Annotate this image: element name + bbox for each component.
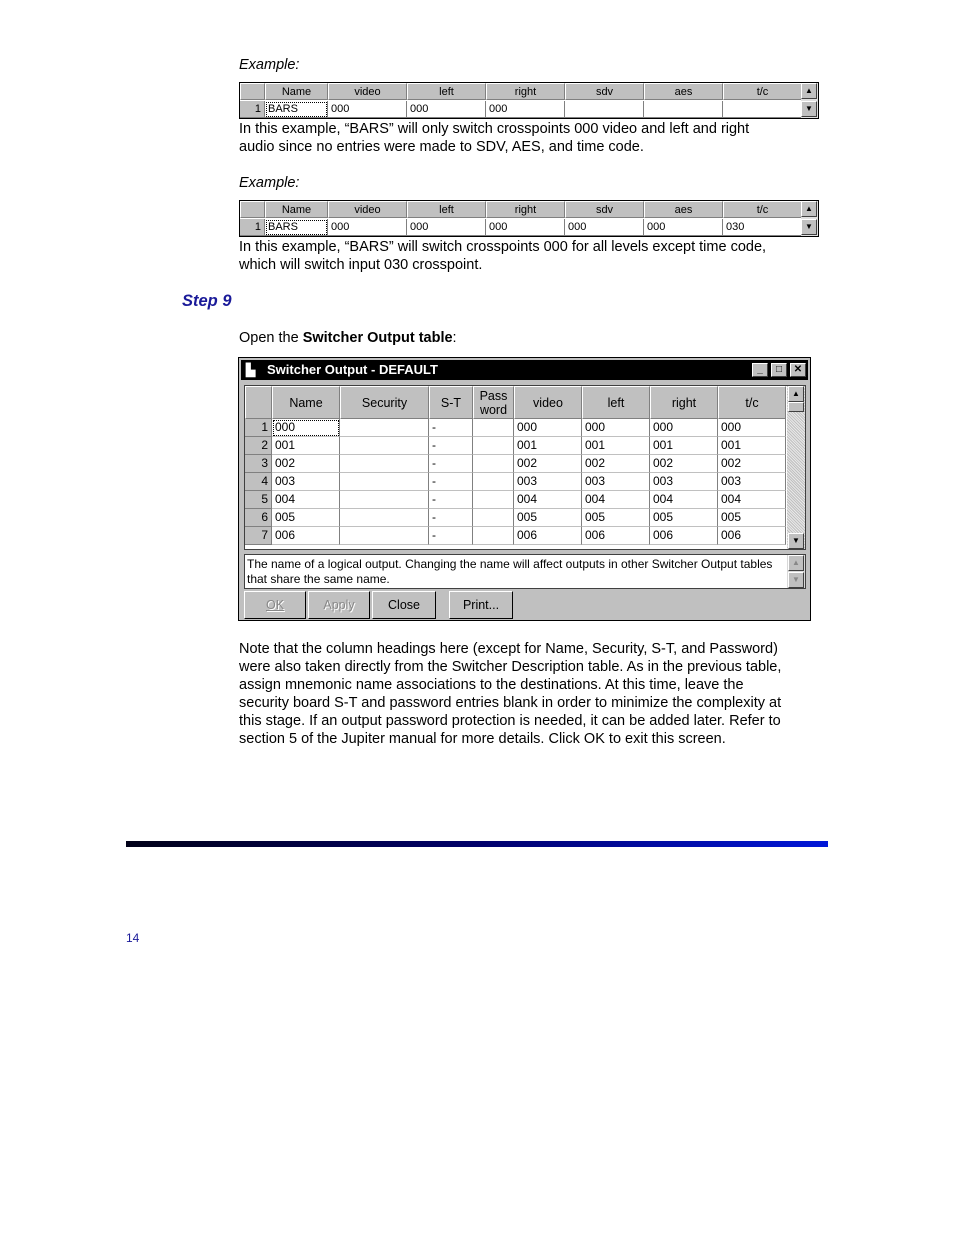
table-cell[interactable] [340,473,429,491]
example-grid-2-scrollbar[interactable] [801,201,818,236]
example-label-1: Example: [239,57,300,73]
table-cell[interactable]: 005 [650,509,718,527]
column-header[interactable]: video [328,201,407,218]
column-header[interactable]: t/c [723,201,802,218]
note-line: were also taken directly from the Switcher Description table. As in the previous table, [239,659,782,675]
field-description [244,554,806,589]
table-cell[interactable]: - [429,491,473,509]
table-cell[interactable] [340,419,429,437]
window-titlebar[interactable] [241,360,808,380]
example-grid-1-header [240,83,802,100]
table-cell[interactable]: - [429,419,473,437]
table-cell[interactable]: 001 [650,437,718,455]
table-cell[interactable]: 001 [582,437,650,455]
table-cell[interactable]: 003 [718,473,786,491]
row-number: 4 [245,473,272,491]
scroll-down-icon[interactable]: ▼ [801,101,817,117]
table-cell[interactable]: 004 [582,491,650,509]
column-header[interactable]: t/c [723,83,802,100]
close-icon[interactable]: ✕ [790,363,806,377]
ok-button[interactable] [244,591,306,619]
table-cell[interactable] [473,473,514,491]
table-row[interactable] [245,437,786,455]
table-cell[interactable] [473,527,514,545]
table-cell[interactable] [473,455,514,473]
output-table-scrollbar[interactable] [787,386,805,549]
table-cell[interactable]: 005 [272,509,340,527]
table-cell[interactable]: - [429,527,473,545]
table-cell[interactable]: 002 [272,455,340,473]
description-line: that share the same name. [247,572,390,586]
example-label-2: Example: [239,175,300,191]
table-row[interactable] [245,527,786,545]
table-cell[interactable]: 000 [328,101,407,118]
minimize-icon[interactable]: _ [752,363,768,377]
caption-line: In this example, “BARS” will only switch crosspoints 000 video and left and right [239,121,750,137]
example-grid-1-scrollbar[interactable] [801,83,818,118]
table-cell[interactable]: 002 [650,455,718,473]
example-grid-2-header [240,201,802,218]
scroll-down-icon[interactable]: ▼ [788,533,804,549]
table-cell[interactable]: 005 [718,509,786,527]
footer-rule [126,841,828,847]
table-row[interactable] [245,473,786,491]
table-row[interactable] [245,455,786,473]
table-cell[interactable] [473,437,514,455]
caption-line: In this example, “BARS” will switch crosspoints 000 for all levels except time code, [239,239,767,255]
table-cell[interactable] [565,101,644,118]
table-cell[interactable]: 003 [514,473,582,491]
table-cell[interactable]: 004 [514,491,582,509]
print-button[interactable]: Print... [449,591,513,619]
scroll-down-icon[interactable]: ▼ [788,572,804,588]
table-cell[interactable]: 000 [644,219,723,236]
example-grid-1 [239,82,819,119]
column-header[interactable]: video [514,386,582,419]
table-cell[interactable] [340,455,429,473]
example-grid-1-row [240,101,802,118]
table-cell[interactable] [340,509,429,527]
example-grid-2 [239,200,819,237]
column-header[interactable]: left [582,386,650,419]
table-cell[interactable]: 006 [650,527,718,545]
table-cell[interactable]: 030 [723,219,802,236]
table-cell[interactable]: 000 [650,419,718,437]
table-cell[interactable]: 006 [582,527,650,545]
column-header[interactable] [240,83,265,100]
example-grid-2-row [240,219,802,236]
instruction-suffix: : [452,330,457,346]
column-header[interactable]: sdv [565,83,644,100]
scroll-up-icon[interactable]: ▲ [788,555,804,571]
table-cell[interactable]: 000 [486,101,565,118]
instruction-prefix: Open the [239,330,303,346]
description-line: The name of a logical output. Changing the name will affect outputs in other Switcher Output tables [247,557,773,571]
table-cell[interactable]: 004 [650,491,718,509]
table-cell[interactable]: 003 [272,473,340,491]
page-number: 14 [126,931,140,945]
example-caption-1 [239,120,749,156]
column-header[interactable] [245,386,272,419]
row-number: 2 [245,437,272,455]
table-cell[interactable]: 000 [328,219,407,236]
column-header[interactable]: video [328,83,407,100]
table-cell[interactable] [340,437,429,455]
window-title: Switcher Output - DEFAULT [267,362,438,377]
row-number: 1 [240,219,265,236]
row-number: 7 [245,527,272,545]
table-cell[interactable]: 004 [718,491,786,509]
table-cell[interactable]: 002 [514,455,582,473]
row-number: 6 [245,509,272,527]
table-cell[interactable] [723,101,802,118]
column-header[interactable]: Name [265,201,328,218]
instruction [239,329,457,347]
table-row[interactable] [245,419,786,437]
example-caption-2 [239,238,766,274]
scroll-up-icon[interactable]: ▲ [788,386,804,402]
column-header[interactable]: S-T [429,386,473,419]
scroll-thumb[interactable] [788,402,804,412]
column-header[interactable] [240,201,265,218]
table-cell[interactable]: 003 [582,473,650,491]
column-header[interactable]: right [486,83,565,100]
table-cell[interactable]: - [429,437,473,455]
table-cell[interactable]: 003 [650,473,718,491]
output-table-header [245,386,786,419]
table-cell[interactable]: - [429,473,473,491]
caption-line: audio since no entries were made to SDV, AES, and time code. [239,139,644,155]
note-paragraph [239,640,829,748]
table-cell[interactable]: 001 [718,437,786,455]
column-header[interactable]: t/c [718,386,786,419]
column-header[interactable]: Name [272,386,340,419]
table-cell[interactable]: 000 [514,419,582,437]
column-header[interactable]: aes [644,201,723,218]
table-cell[interactable] [340,527,429,545]
table-cell[interactable]: 000 [407,219,486,236]
column-header[interactable]: Security [340,386,429,419]
column-header[interactable]: aes [644,83,723,100]
row-number: 5 [245,491,272,509]
table-cell[interactable]: - [429,455,473,473]
column-header[interactable]: right [486,201,565,218]
close-button[interactable]: Close [372,591,436,619]
table-cell[interactable] [473,509,514,527]
column-header[interactable]: right [650,386,718,419]
row-number: 1 [245,419,272,437]
column-header[interactable]: left [407,83,486,100]
table-cell[interactable]: - [429,509,473,527]
table-cell[interactable]: BARS [265,219,328,236]
table-cell[interactable]: 000 [486,219,565,236]
table-cell[interactable]: 006 [718,527,786,545]
switcher-output-window [238,357,811,621]
table-cell[interactable] [340,491,429,509]
table-row[interactable] [245,509,786,527]
caption-line: which will switch input 030 crosspoint. [239,257,483,273]
row-number: 1 [240,101,265,118]
table-row[interactable] [245,491,786,509]
apply-button[interactable]: Apply [308,591,370,619]
note-line: Note that the column headings here (except for Name, Security, S-T, and Password) [239,641,778,657]
column-header[interactable]: Pass word [473,386,514,419]
table-cell[interactable] [473,491,514,509]
table-cell[interactable] [644,101,723,118]
table-cell[interactable]: 000 [565,219,644,236]
note-line: security board S-T and password entries blank in order to minimize the complexity at [239,695,782,711]
table-cell[interactable]: 004 [272,491,340,509]
row-number: 3 [245,455,272,473]
instruction-bold: Switcher Output table [302,330,453,346]
note-line: assign mnemonic name associations to the destinations. At this time, leave the [239,677,744,693]
table-cell[interactable]: BARS [265,101,328,118]
table-cell[interactable]: 006 [514,527,582,545]
scroll-up-icon[interactable]: ▲ [801,83,817,99]
table-cell[interactable]: 001 [514,437,582,455]
table-cell[interactable]: 005 [514,509,582,527]
ok-label: OK [265,598,285,612]
description-scrollbar[interactable] [787,555,805,588]
maximize-icon[interactable]: □ [771,363,787,377]
column-header[interactable]: Name [265,83,328,100]
table-cell[interactable]: 005 [582,509,650,527]
table-cell[interactable]: 000 [407,101,486,118]
table-cell[interactable]: 000 [582,419,650,437]
table-cell[interactable]: 002 [582,455,650,473]
output-table [244,385,806,550]
table-cell[interactable] [473,419,514,437]
scroll-up-icon[interactable]: ▲ [801,201,817,217]
table-cell[interactable]: 001 [272,437,340,455]
table-cell[interactable]: 000 [718,419,786,437]
table-cell[interactable]: 006 [272,527,340,545]
table-cell[interactable]: 000 [272,419,340,437]
column-header[interactable]: sdv [565,201,644,218]
scroll-down-icon[interactable]: ▼ [801,219,817,235]
table-cell[interactable]: 002 [718,455,786,473]
note-line: this stage. If an output password protection is needed, it can be added later. Refer to [239,713,781,729]
step-heading: Step 9 [182,292,232,310]
app-icon: ▙ [246,363,256,377]
note-line: section 5 of the Jupiter manual for more details. Click OK to exit this screen. [239,731,726,747]
column-header[interactable]: left [407,201,486,218]
